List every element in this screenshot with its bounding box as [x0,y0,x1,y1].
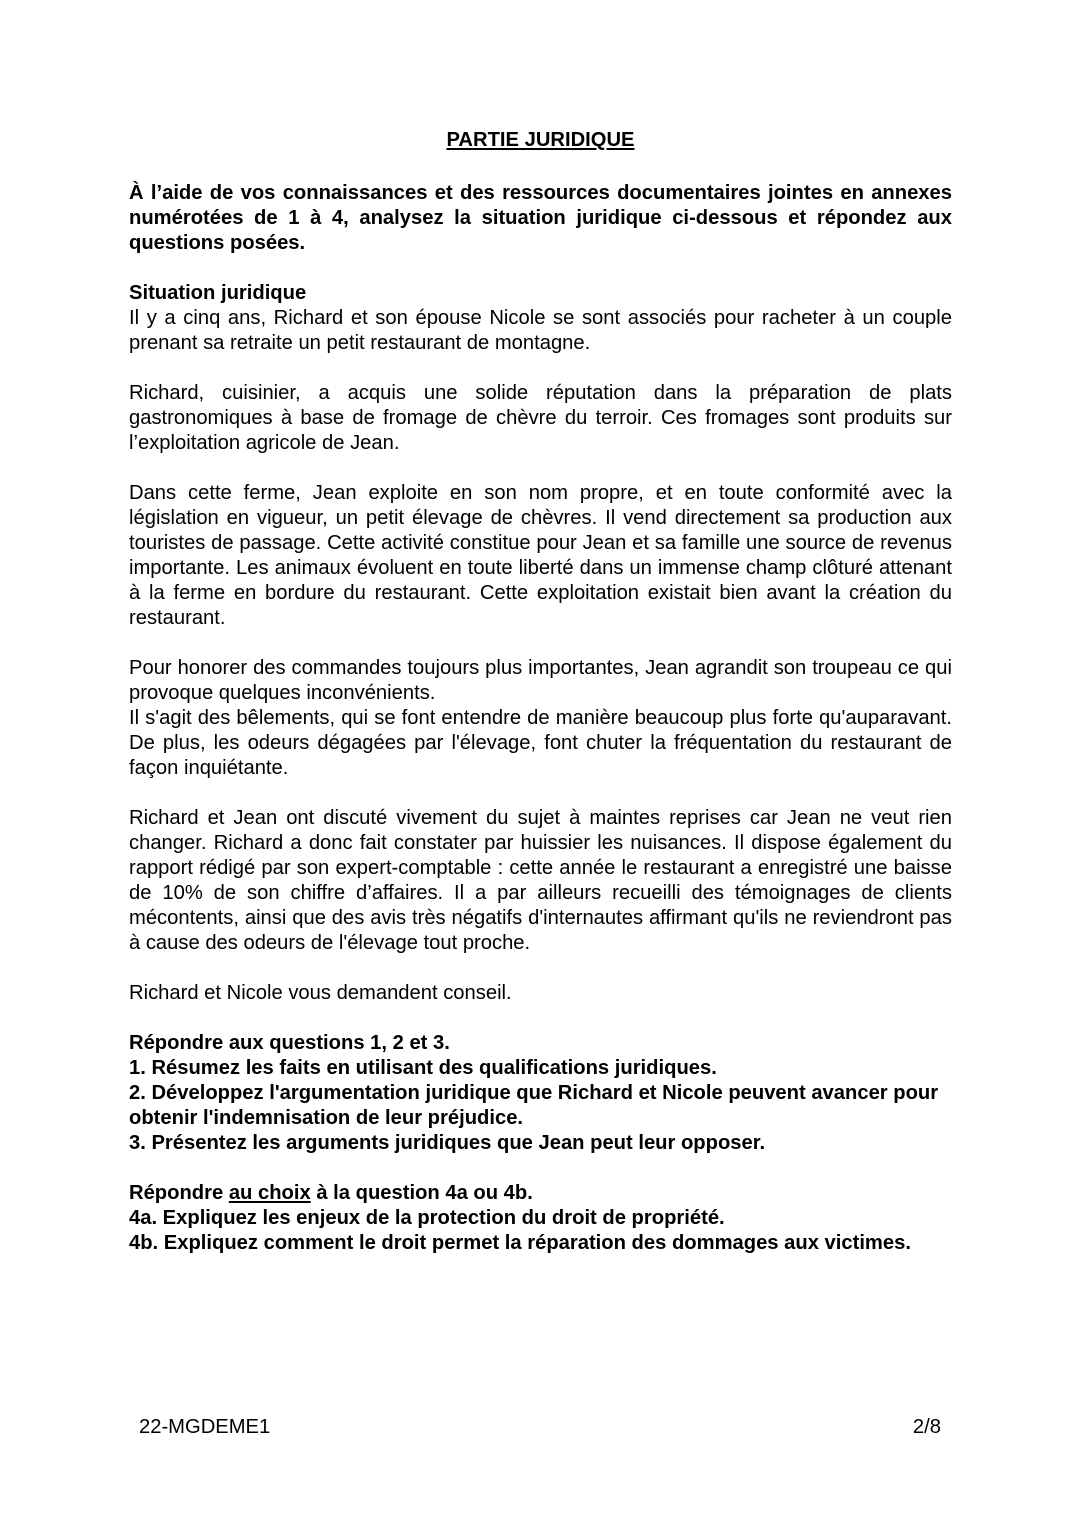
situation-paragraph-4b: Il s'agit des bêlements, qui se font entendre de manière beaucoup plus forte qu'auparavant. De plus, les odeurs dégagées par l'élevage, font chuter la fréquentation du restaurant de façon inquiétante. [129,707,952,779]
intro-instructions: À l’aide de vos connaissances et des ressources documentaires jointes en annexes numérotées de 1 à 4, analysez la situation juridique ci-dessous et répondez aux questions posées. [129,182,952,254]
situation-paragraph-1: Il y a cinq ans, Richard et son épouse Nicole se sont associés pour racheter à un couple prenant sa retraite un petit restaurant de montagne. [129,307,952,354]
question-3: 3. Présentez les arguments juridiques que Jean peut leur opposer. [129,1132,766,1154]
choice-instruction-pre: Répondre [129,1182,229,1204]
question-1: 1. Résumez les faits en utilisant des qualifications juridiques. [129,1057,717,1079]
situation-paragraph-2: Richard, cuisinier, a acquis une solide réputation dans la préparation de plats gastronomiques à base de fromage de chèvre du terroir. Ces fromages sont produits sur l’exploitation agricole de Jean. [129,382,952,454]
question-4b: 4b. Expliquez comment le droit permet la réparation des dommages aux victimes. [129,1232,911,1254]
choice-instruction [129,1181,952,1206]
question-4a: 4a. Expliquez les enjeux de la protection du droit de propriété. [129,1207,725,1229]
question-2: 2. Développez l'argumentation juridique que Richard et Nicole peuvent avancer pour obtenir l'indemnisation de leur préjudice. [129,1082,939,1129]
situation-heading: Situation juridique [129,282,307,304]
footer-page-number: 2/8 [912,1416,941,1438]
situation-paragraph-4a: Pour honorer des commandes toujours plus importantes, Jean agrandit son troupeau ce qui provoque quelques inconvénients. [129,657,952,704]
situation-paragraph-3: Dans cette ferme, Jean exploite en son nom propre, et en toute conformité avec la législation en vigueur, un petit élevage de chèvres. Il vend directement sa production aux touristes de passage. Cette activité constitue pour Jean et sa famille une source de revenus importante. Les animaux évoluent en toute liberté dans un immense champ clôturé attenant à la ferme en bordure du restaurant. Cette exploitation existait bien avant la création du restaurant. [129,482,952,629]
situation-paragraph-5: Richard et Jean ont discuté vivement du sujet à maintes reprises car Jean ne veut rien changer. Richard a donc fait constater par huissier les nuisances. Il dispose également du rapport rédigé par son expert-comptable : cette année le restaurant a enregistré une baisse de 10% de son chiffre d’affaires. Il a par ailleurs recueilli des témoignages de clients mécontents, ainsi que des avis très négatifs d'internautes affirmant qu'ils ne reviendront pas à cause des odeurs de l'élevage tout proche. [129,807,952,954]
page-title: PARTIE JURIDIQUE [446,129,635,151]
choice-instruction-underlined: au choix [228,1182,311,1204]
choice-block [129,1181,952,1256]
choice-instruction-post: à la question 4a ou 4b. [310,1182,533,1204]
questions-block [129,1031,952,1156]
situation-paragraph-6: Richard et Nicole vous demandent conseil. [129,982,512,1004]
footer-document-code: 22-MGDEME1 [139,1416,271,1438]
questions-instruction: Répondre aux questions 1, 2 et 3. [129,1032,450,1054]
document-body [129,128,952,1281]
